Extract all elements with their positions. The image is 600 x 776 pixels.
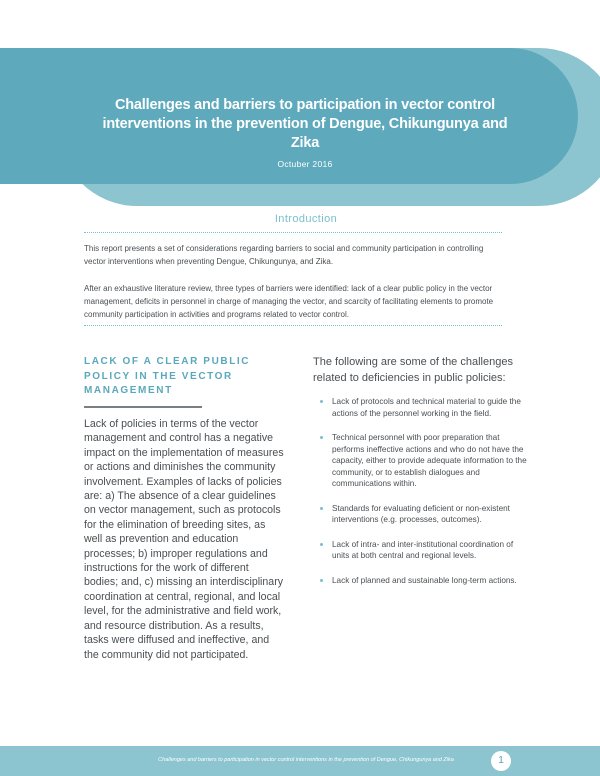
list-item <box>318 396 528 419</box>
challenges-heading: The following are some of the challenges related to deficiencies in public policies: <box>313 356 513 384</box>
list-item <box>318 503 528 526</box>
intro-bottom-divider <box>84 325 502 326</box>
bullet-icon <box>320 543 323 546</box>
section-heading: LACK OF A CLEAR PUBLIC POLICY IN THE VECTOR MANAGEMENT <box>84 356 251 396</box>
introduction-heading: Introduction <box>274 213 338 225</box>
page-number: 1 <box>491 751 511 771</box>
list-item-text: Lack of intra- and inter-institutional coordination of units at both central and regional levels. <box>332 539 514 560</box>
list-item-text: Lack of protocols and technical material to guide the actions of the personnel working in the field. <box>332 397 521 418</box>
list-item-text: Standards for evaluating deficient or non-existent interventions (e.g. processes, outcomes). <box>332 503 510 524</box>
page-footer <box>0 746 600 776</box>
document-title: Challenges and barriers to participation in vector control interventions in the prevention of Dengue, Chikungunya and Zika <box>102 97 508 151</box>
bullet-icon <box>320 507 323 510</box>
bullet-icon <box>320 579 323 582</box>
bullet-icon <box>320 436 323 439</box>
challenges-list <box>318 396 528 599</box>
document-date: Octuber 2016 <box>277 159 333 169</box>
section-body: Lack of policies in terms of the vector management and control has a negative impact on the implementation of measures or actions and diminishes the community involvement. Examples of lacks of policies are: a) The absence of a clear guidelines on vector management, such as protocols for the elimination of breeding sites, as well as prevention and education processes; b) improper regulations and instructions for the work of different bodies; and, c) missing an interdisciplinary coordination at central, regional, and local level, for the administrative and field work, and resource distribution. As a results, tasks were diffused and ineffective, and the community did not participated. <box>84 418 284 661</box>
list-item-text: Lack of planned and sustainable long-term actions. <box>332 575 517 585</box>
intro-top-divider <box>84 232 502 233</box>
section-heading-rule <box>84 406 202 408</box>
bullet-icon <box>320 400 323 403</box>
list-item <box>318 539 528 562</box>
list-item <box>318 575 528 587</box>
intro-paragraph-1: This report presents a set of considerations regarding barriers to social and community participation in controlling vector interventions when preventing Dengue, Chikungunya, and Zika. <box>84 244 484 266</box>
list-item-text: Technical personnel with poor preparation that performs ineffective actions and who do not have the capacity, either to provide adequate information to the community, or to establish dialogues and communications within. <box>332 433 527 488</box>
list-item <box>318 432 528 490</box>
footer-text: Challenges and barriers to participation in vector control interventions in the prevention of Dengue, Chikungunya and Zika <box>158 757 454 763</box>
intro-paragraph-2: After an exhaustive literature review, three types of barriers were identified: lack of a clear public policy in the vector management, deficits in personnel in charge of managing the vector, and scarcity of facilitating elements to promote community participation in activities and programs related to vector control. <box>84 284 494 319</box>
